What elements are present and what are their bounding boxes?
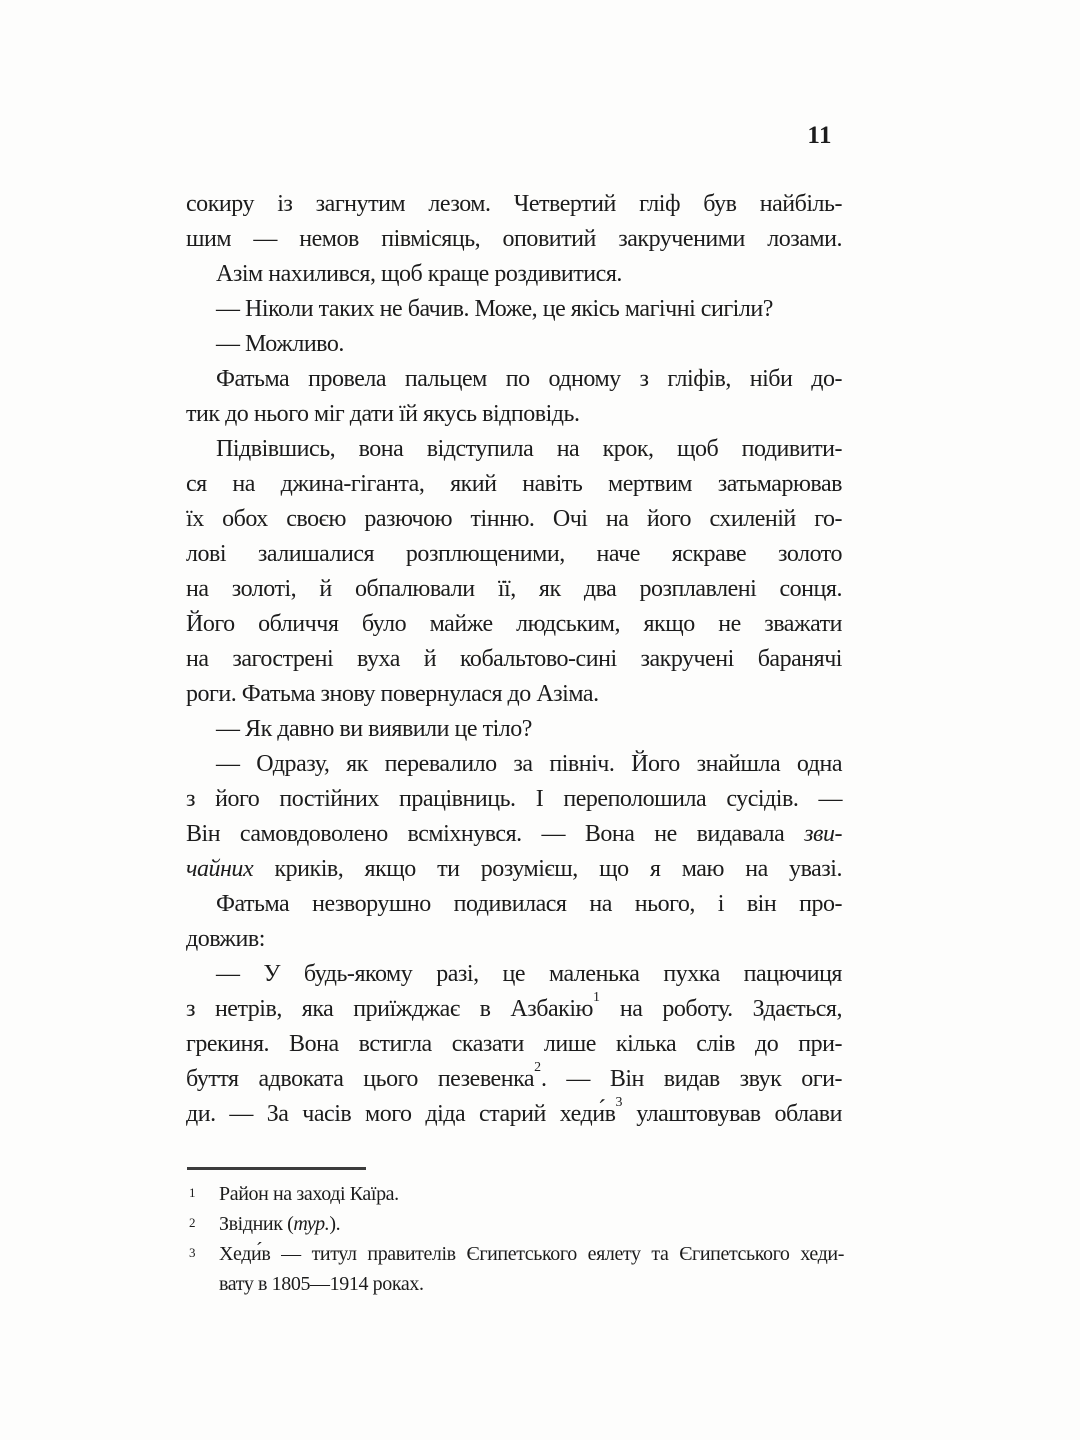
text-segment: чайних <box>186 856 254 882</box>
text-line <box>186 187 842 222</box>
text-segment: лові залишалися розплющеними, наче яскраве золото <box>186 541 842 567</box>
text-line <box>186 922 842 957</box>
footnote-marker: 2 <box>189 1215 196 1230</box>
text-line <box>186 362 842 397</box>
footnote-line <box>186 1239 844 1269</box>
text-segment: з його постійних працівниць. І переполошила сусідів. — <box>186 786 842 812</box>
text-segment: Азім нахилився, щоб краще роздивитися. <box>216 261 622 287</box>
text-line <box>186 1094 842 1132</box>
footnote-line <box>186 1179 844 1209</box>
text-line <box>186 397 842 432</box>
text-segment: Звідник ( <box>219 1213 294 1235</box>
text-segment: роги. Фатьма знову повернулася до Азіма. <box>186 681 599 707</box>
text-line <box>186 712 842 747</box>
text-segment: улаштовував облави <box>622 1101 842 1127</box>
text-segment: — Одразу, як перевалило за північ. Його знайшла одна <box>216 751 842 777</box>
text-segment: — У будь-якому разі, це маленька пухка пацючиця <box>216 961 842 987</box>
text-segment: зви- <box>804 821 842 847</box>
footnote-ref: 2 <box>534 1059 542 1075</box>
footnote-marker: 3 <box>189 1245 196 1260</box>
text-line <box>186 1059 842 1097</box>
text-segment: грекиня. Вона встигла сказати лише кілька слів до при- <box>186 1031 842 1057</box>
text-line <box>186 222 842 257</box>
text-line <box>186 642 842 677</box>
text-segment: тик до нього міг дати їй якусь відповідь. <box>186 401 580 427</box>
footnotes <box>186 1179 844 1299</box>
text-line <box>186 572 842 607</box>
text-line <box>186 292 842 327</box>
text-segment: ). <box>329 1213 341 1235</box>
text-line <box>186 782 842 817</box>
text-segment: — Як давно ви виявили це тіло? <box>216 716 532 742</box>
footnote-ref: 1 <box>592 989 600 1005</box>
text-segment: сокиру із загнутим лезом. Четвертий гліф був найбіль- <box>186 191 842 217</box>
footnote-line <box>186 1269 844 1299</box>
text-segment: ся на джина-гіганта, який навіть мертвим затьмарював <box>186 471 842 497</box>
text-segment: їх обох своєю разючою тінню. Очі на його схиленій го- <box>186 506 842 532</box>
text-segment: Фатьма провела пальцем по одному з гліфів, ніби до- <box>216 366 842 392</box>
text-line <box>186 537 842 572</box>
text-segment: . — Він видав звук оги- <box>541 1066 842 1092</box>
text-segment: Підвівшись, вона відступила на крок, щоб подивити- <box>216 436 842 462</box>
text-segment: Хеди́в — титул правителів Єгипетського еялету та Єгипетського хеди- <box>219 1243 844 1265</box>
text-line <box>186 502 842 537</box>
text-line <box>186 257 842 292</box>
text-line <box>186 677 842 712</box>
footnote-ref: 3 <box>615 1094 623 1110</box>
text-line <box>186 327 842 362</box>
text-segment: буття адвоката цього пезевенка <box>186 1066 535 1092</box>
text-segment: — Можливо. <box>216 331 344 357</box>
text-segment: Його обличчя було майже людським, якщо не зважати <box>186 611 842 637</box>
footnote-rule <box>187 1167 366 1170</box>
text-line <box>186 1027 842 1062</box>
footnote-marker: 1 <box>189 1185 196 1200</box>
text-segment: на роботу. Здається, <box>599 996 843 1022</box>
text-segment: на золоті, й обпалювали її, як два розплавлені сонця. <box>186 576 842 602</box>
text-segment: довжив: <box>186 926 265 952</box>
text-line <box>186 467 842 502</box>
footnote-line <box>186 1209 844 1239</box>
text-segment: Фатьма незворушно подивилася на нього, і він про- <box>216 891 842 917</box>
text-line <box>186 989 843 1027</box>
text-line <box>186 852 842 887</box>
text-segment: з нетрів, яка приїжджає в Азбакію <box>186 996 593 1022</box>
text-line <box>186 887 842 922</box>
page-number: 11 <box>807 122 832 149</box>
text-line <box>186 607 842 642</box>
text-segment: ди. — За часів мого діда старий хеди́в <box>186 1101 616 1127</box>
text-segment: — Ніколи таких не бачив. Може, це якісь магічні сигіли? <box>216 296 773 322</box>
text-segment: шим — немов півмісяць, оповитий закрученими лозами. <box>186 226 842 252</box>
text-segment: Він самовдоволено всміхнувся. — Вона не видавала <box>186 821 805 847</box>
text-segment: вату в 1805—1914 роках. <box>219 1273 424 1295</box>
body-text <box>186 187 842 1132</box>
text-line <box>186 747 842 782</box>
text-line <box>186 432 842 467</box>
text-line <box>186 817 842 852</box>
text-segment: криків, якщо ти розумієш, що я маю на увазі. <box>253 856 842 882</box>
text-line <box>186 957 842 992</box>
text-segment: тур. <box>293 1213 330 1235</box>
text-segment: на загострені вуха й кобальтово-сині закручені баранячі <box>186 646 842 672</box>
text-segment: Район на заході Каїра. <box>219 1183 399 1205</box>
